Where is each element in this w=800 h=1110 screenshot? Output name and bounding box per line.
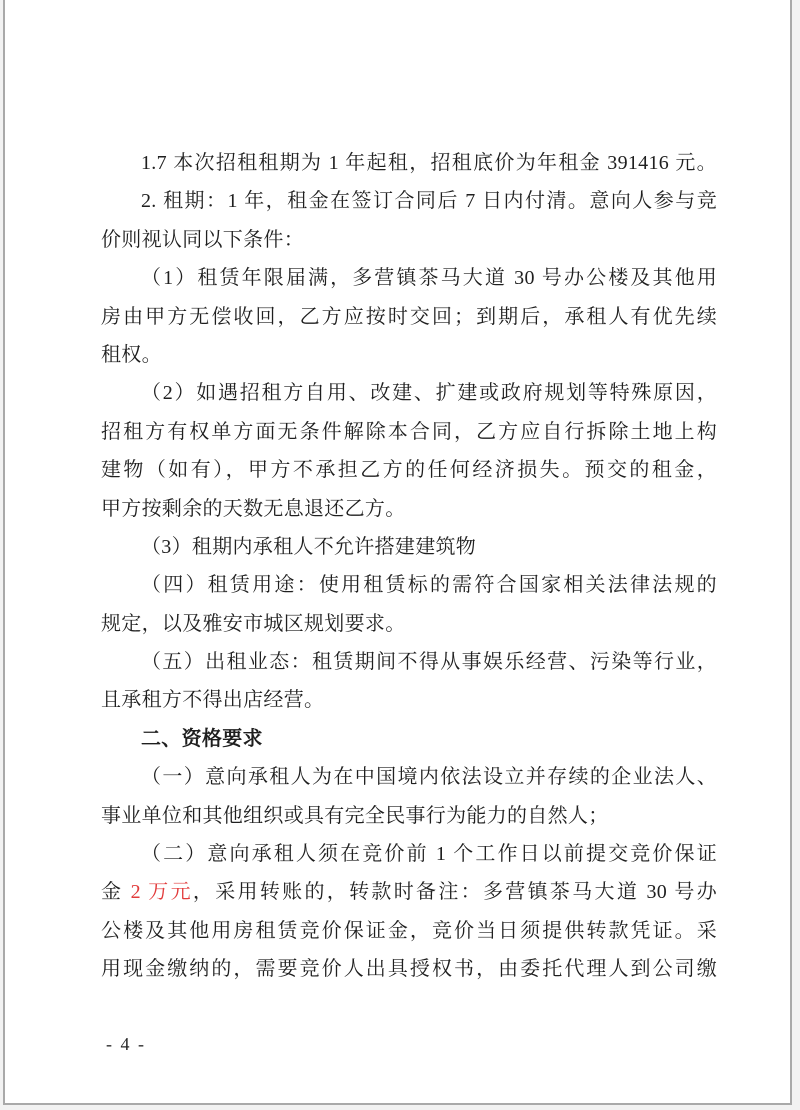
text-segment: （二）意向承租人须在竞价前 1 个工作日以前提交竞价保证 — [141, 843, 717, 866]
text-line — [101, 413, 717, 451]
text-line — [101, 374, 717, 412]
text-segment: （1）租赁年限届满，多营镇茶马大道 30 号办公楼及其他用 — [141, 267, 717, 290]
text-line — [101, 643, 717, 681]
text-line — [101, 950, 717, 988]
text-segment: 1.7 本次招租租期为 1 年起租，招租底价为年租金 391416 元。 — [141, 152, 717, 174]
text-segment: 价则视认同以下条件： — [101, 228, 304, 251]
text-segment: （四）租赁用途：使用租赁标的需符合国家相关法律法规的 — [141, 574, 717, 597]
text-line — [101, 797, 717, 835]
page-number: - 4 - — [106, 1034, 146, 1054]
document-page — [3, 0, 792, 1105]
text-line — [101, 605, 717, 643]
text-line — [101, 720, 717, 758]
text-segment: （五）出租业态：租赁期间不得从事娱乐经营、污染等行业， — [141, 651, 717, 674]
text-segment: （2）如遇招租方自用、改建、扩建或政府规划等特殊原因， — [141, 382, 717, 405]
text-segment: 金 — [101, 881, 131, 904]
text-line — [101, 873, 717, 911]
text-line — [101, 259, 717, 297]
document-body — [101, 144, 717, 989]
text-segment: 公楼及其他用房租赁竞价保证金，竞价当日须提供转款凭证。采 — [101, 919, 717, 942]
text-segment: 且承租方不得出店经营。 — [101, 689, 325, 712]
text-segment: 甲方按剩余的天数无息退还乙方。 — [101, 497, 406, 520]
text-segment: 规定，以及雅安市城区规划要求。 — [101, 612, 406, 635]
text-line — [101, 451, 717, 489]
text-line — [101, 144, 717, 182]
text-line — [101, 681, 717, 719]
text-line — [101, 182, 717, 220]
text-segment: ，采用转账的，转款时备注：多营镇茶马大道 30 号办 — [192, 881, 717, 904]
text-line — [101, 912, 717, 950]
text-line — [101, 758, 717, 796]
text-segment: 招租方有权单方面无条件解除本合同，乙方应自行拆除土地上构 — [101, 420, 717, 443]
text-segment: 二、资格要求 — [141, 727, 263, 750]
text-segment: （一）意向承租人为在中国境内依法设立并存续的企业法人、 — [141, 766, 717, 789]
text-line — [101, 490, 717, 528]
text-line — [101, 221, 717, 259]
text-line — [101, 566, 717, 604]
text-segment: （3）租期内承租人不允许搭建建筑物 — [141, 535, 477, 558]
text-line — [101, 298, 717, 336]
text-segment: 2. 租期：1 年，租金在签订合同后 7 日内付清。意向人参与竞 — [141, 190, 717, 213]
highlighted-amount: 2 万元 — [130, 881, 193, 904]
text-line — [101, 835, 717, 873]
text-segment: 房由甲方无偿收回，乙方应按时交回；到期后，承租人有优先续 — [101, 305, 717, 328]
text-segment: 事业单位和其他组织或具有完全民事行为能力的自然人； — [101, 804, 609, 827]
text-segment: 用现金缴纳的，需要竞价人出具授权书，由委托代理人到公司缴 — [101, 958, 717, 981]
text-segment: 租权。 — [101, 343, 162, 366]
text-line — [101, 528, 717, 566]
text-segment: 建物（如有），甲方不承担乙方的任何经济损失。预交的租金， — [101, 459, 717, 482]
text-line — [101, 336, 717, 374]
